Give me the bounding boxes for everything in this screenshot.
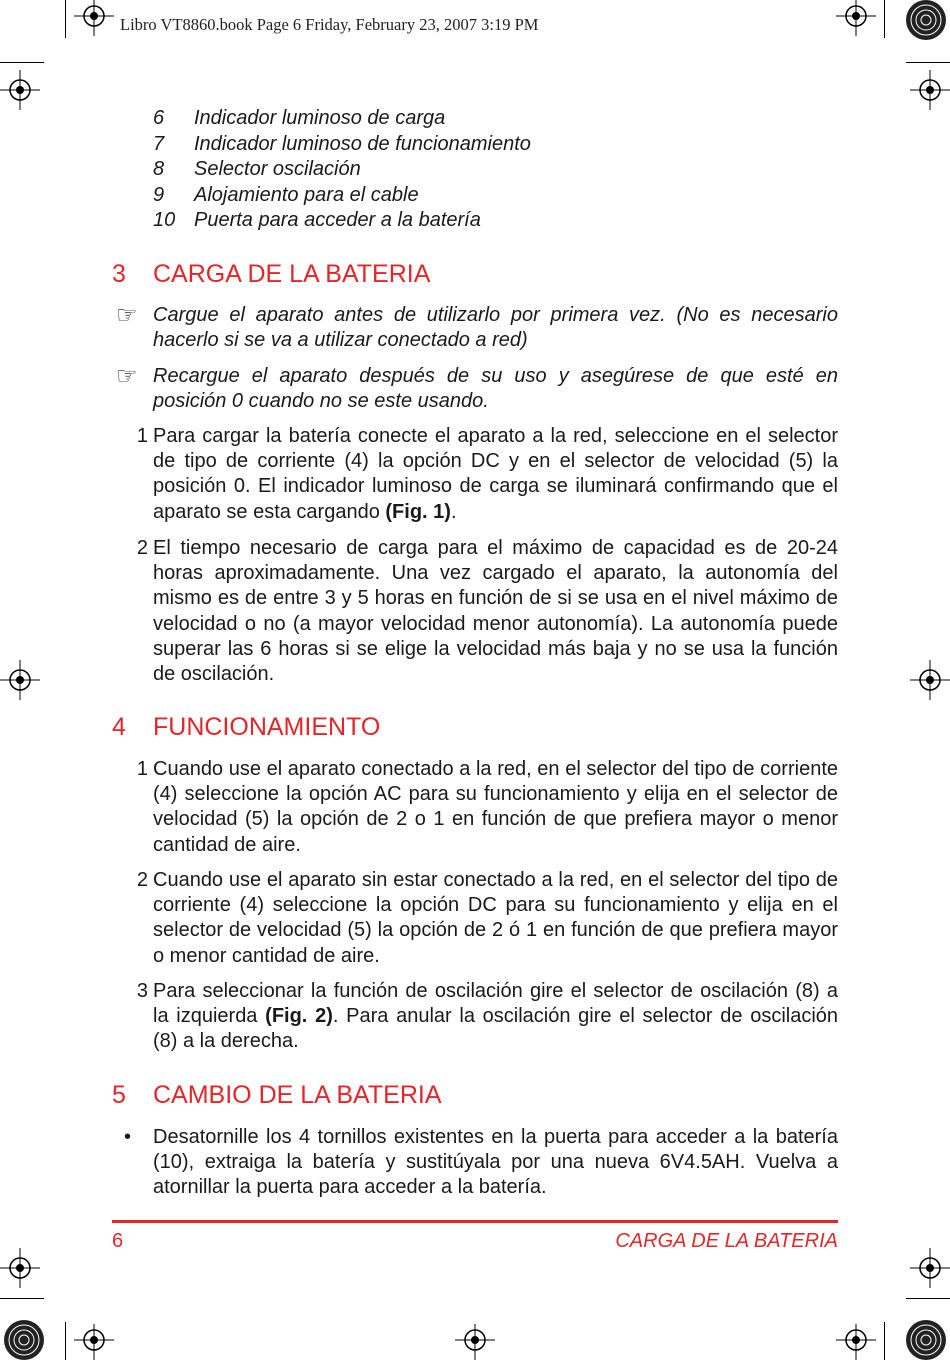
registration-mark-icon: [910, 70, 950, 110]
registration-mark-icon: [836, 1320, 876, 1360]
step-text: Para seleccionar la función de oscilación gire el selector de oscilación (8) a la izquierda (Fig. 2). Para anular la oscilación gire el selector de oscilación (8) a la derecha.: [153, 980, 839, 1053]
step-text: El tiempo necesario de carga para el máximo de capacidad es de 20-24 horas aproximadamente. Una vez cargado el aparato, la autonomía del mismo es de entre 3 y 5 horas en función de si se usa en el nivel máximo de velocidad o no (a mayor velocidad menor autonomía). La autonomía puede superar las 6 horas si se elige la velocidad más baja y no se usa la función de oscilación.: [153, 537, 838, 686]
numbered-step: [112, 868, 838, 969]
registration-mark-icon: [0, 660, 40, 700]
step-number: 1: [136, 758, 148, 780]
step-text: Desatornille los 4 tornillos existentes en la puerta para acceder a la batería (10), extraiga la batería y sustitúyala por una nueva 6V4.5AH. Vuelva a atornillar la puerta para acceder a la batería.: [153, 1126, 838, 1199]
footer-section-title: CARGA DE LA BATERIA: [615, 1230, 838, 1252]
registration-mark-icon: [74, 0, 114, 40]
list-item: 10 Puerta para acceder a la batería: [153, 209, 481, 231]
step-text: Cuando use el aparato conectado a la red, en el selector del tipo de corriente (4) seleccione la opción AC para su funcionamiento y elija en el selector de velocidad (5) la opción de 2 o 1 en función de que prefiera mayor o menor cantidad de aire.: [153, 758, 838, 856]
parts-list: [153, 106, 531, 234]
numbered-step: [112, 536, 838, 687]
registration-mark-icon: [455, 1320, 495, 1360]
step-number: 1: [136, 425, 148, 447]
target-icon: [902, 1316, 950, 1360]
registration-mark-icon: [0, 70, 40, 110]
crop-line: [906, 1298, 950, 1299]
crop-line: [906, 62, 950, 63]
list-item: 6 Indicador luminoso de carga: [153, 107, 446, 129]
footer-rule: [112, 1220, 838, 1223]
section-heading: 3 CARGA DE LA BATERIA: [112, 260, 431, 288]
crop-line: [884, 0, 885, 38]
page-number: 6: [112, 1230, 124, 1252]
list-item: 7 Indicador luminoso de funcionamiento: [153, 132, 531, 155]
section-heading: 5 CAMBIO DE LA BATERIA: [112, 1081, 442, 1109]
registration-mark-icon: [0, 1248, 40, 1288]
step-text: Cuando use el aparato sin estar conectado a la red, en el selector del tipo de corriente (4) seleccione la opción DC para su funcionamiento y elija en el selector de velocidad (5) la opción de 2 ó 1 en función de que prefiera mayor o menor cantidad de aire.: [153, 869, 838, 967]
registration-mark-icon: [74, 1320, 114, 1360]
hand-pointer-icon: ☞: [116, 363, 138, 390]
registration-mark-icon: [910, 660, 950, 700]
registration-mark-icon: [836, 0, 876, 40]
list-item: 8 Selector oscilación: [153, 158, 361, 180]
crop-line: [0, 1298, 44, 1299]
crop-line: [65, 0, 66, 38]
print-header: Libro VT8860.book Page 6 Friday, February 23, 2007 3:19 PM: [120, 15, 539, 34]
target-icon: [902, 0, 950, 44]
bullet-step: [112, 1125, 838, 1201]
registration-mark-icon: [910, 1248, 950, 1288]
crop-line: [884, 1322, 885, 1360]
numbered-step: [112, 757, 838, 858]
note: ☞ Cargue el aparato antes de utilizarlo por primera vez. (No es necesario hacerlo si se va a utilizar conectado a red): [116, 302, 838, 352]
list-item: 9 Alojamiento para el cable: [153, 183, 419, 206]
step-text: Para cargar la batería conecte el aparato a la red, seleccione en el selector de tipo de corriente (4) la opción DC y en el selector de velocidad (5) la posición 0. El indicador luminoso de carga se iluminará confirmando que el aparato se esta cargando (Fig. 1).: [153, 425, 838, 523]
crop-line: [0, 62, 44, 63]
hand-pointer-icon: ☞: [116, 302, 138, 329]
step-number: 3: [136, 980, 148, 1002]
note: ☞ Recargue el aparato después de su uso y asegúrese de que esté en posición 0 cuando no se este usando.: [116, 363, 838, 413]
section-heading: 4 FUNCIONAMIENTO: [112, 713, 381, 741]
target-icon: [0, 1316, 48, 1360]
crop-line: [65, 1322, 66, 1360]
numbered-step: [112, 979, 838, 1055]
numbered-step: [112, 424, 838, 525]
step-number: 2: [136, 537, 148, 559]
bullet-icon: •: [124, 1126, 132, 1148]
step-number: 2: [136, 869, 148, 891]
